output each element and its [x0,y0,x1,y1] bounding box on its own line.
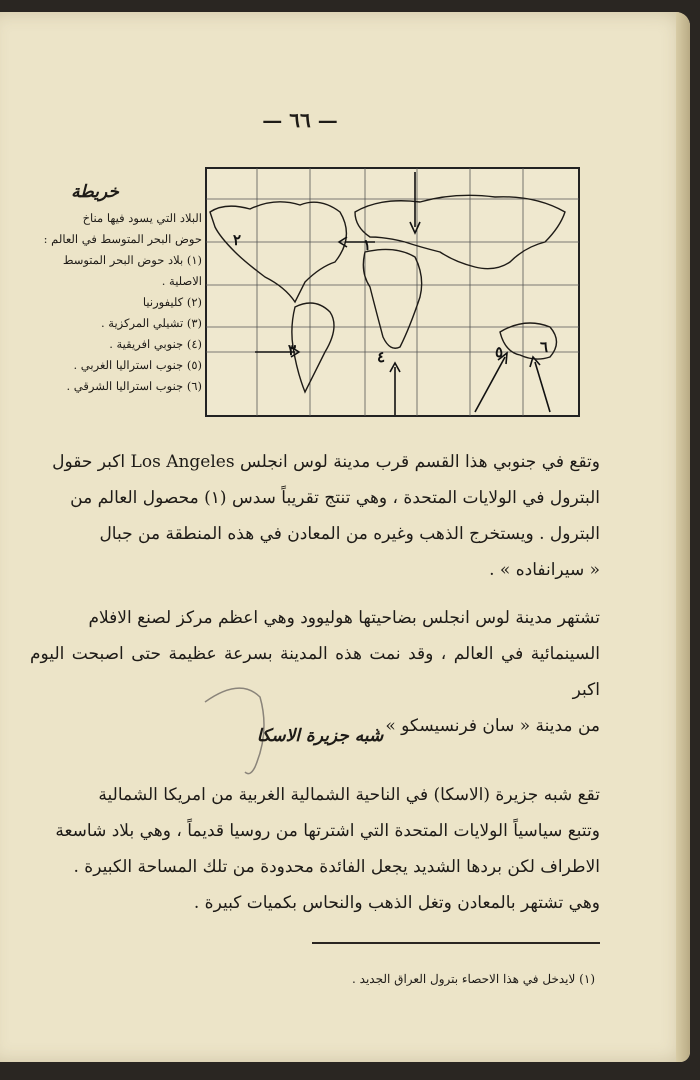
text-line: البترول في الولايات المتحدة ، وهي تنتج تقريباً سدس (١) محصول العالم من [70,488,600,508]
text-line: الاطراف لكن بردها الشديد يجعل الفائدة محدودة من تلك المساحة الكبيرة . [73,857,600,877]
text-line: تشتهر مدينة لوس انجلس بضاحيتها هوليوود وهي اعظم مركز لصنع الافلام [88,608,600,628]
page-edge [676,12,690,1062]
paragraph-los-angeles [30,444,600,588]
legend-item: (٢) كليفورنيا [142,295,202,309]
legend-intro-line: البلاد التي يسود فيها مناخ [82,211,202,225]
legend-item: (١) بلاد حوض البحر المتوسط [62,253,202,267]
section-heading: شبه جزيرة الاسكا [256,726,384,746]
text-line: وتتبع سياسياً الولايات المتحدة التي اشترتها من روسيا قديماً ، وهي بلاد شاسعة [55,821,600,841]
legend-item: الاصلية . [161,274,202,288]
map-marker-label: ٦ [540,338,549,356]
world-map-figure [205,167,580,417]
text-line: البترول . ويستخرج الذهب وغيره من المعادن في هذه المنطقة من جبال [99,524,600,544]
text-line: « سيرانفاده » . [489,560,600,580]
legend-item: (٦) جنوب استراليا الشرقي . [66,379,202,393]
footnote: (١) لايدخل في هذا الاحصاء بترول العراق الجديد . [352,972,595,986]
text-line: من مدينة « سان فرنسيسكو » . [374,716,600,736]
map-marker-label: ٤ [377,348,386,366]
text-line: وتقع في جنوبي هذا القسم قرب مدينة لوس انجلس Los Angeles اكبر حقول [52,452,600,472]
text-line: تقع شبه جزيرة (الاسكا) في الناحية الشمالية الغربية من امريكا الشمالية [98,785,600,805]
paragraph-alaska [30,777,600,921]
legend-item: (٤) جنوبي افريقية . [109,337,202,351]
map-marker-label: ١ [363,236,372,254]
text-line: وهي تشتهر بالمعادن وتغل الذهب والنحاس بكميات كبيرة . [193,893,600,913]
map-marker-label: ٢ [233,231,242,249]
map-marker-label: ٣ [288,341,297,359]
map-legend [0,208,202,397]
legend-item: (٥) جنوب استراليا الغربي . [73,358,202,372]
map-marker-label: ٥ [495,343,504,361]
book-page [0,12,690,1062]
legend-item: (٣) تشيلي المركزية . [101,316,202,330]
map-legend-title: خريطة [71,182,119,202]
footnote-rule [312,942,600,944]
legend-intro-line: حوض البحر المتوسط في العالم : [43,232,202,246]
page-number: — ٦٦ — [262,108,338,132]
text-line: السينمائية في العالم ، وقد نمت هذه المدينة بسرعة عظيمة حتى اصبحت اليوم اكبر [30,644,600,700]
